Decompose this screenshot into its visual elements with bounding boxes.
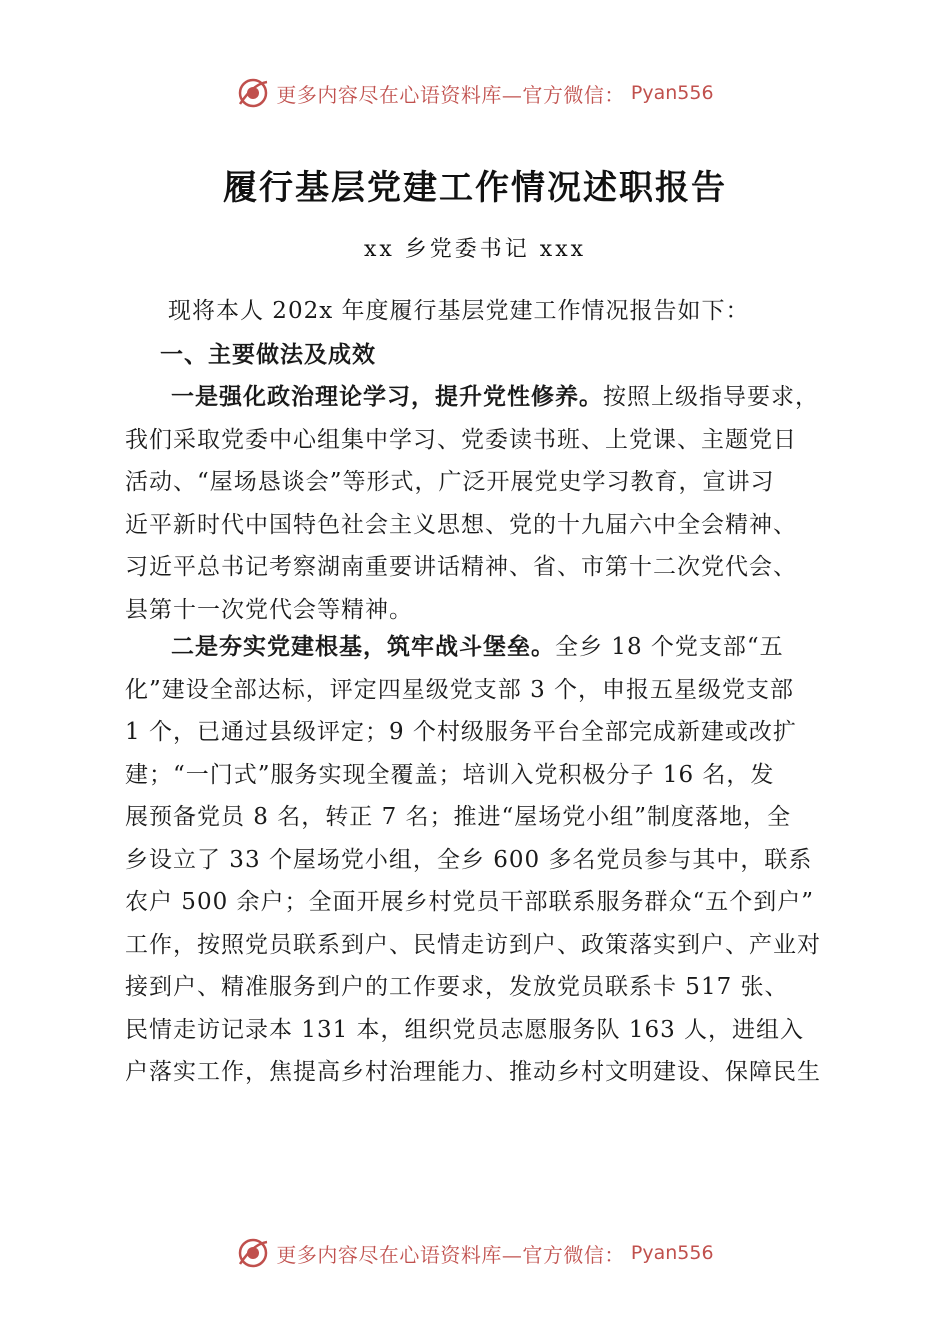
document-byline: xx 乡党委书记 xxx bbox=[363, 237, 587, 262]
paragraph-line: 户落实工作，焦提高乡村治理能力、推动乡村文明建设、保障民生 bbox=[125, 1059, 821, 1085]
paragraph-line: 展预备党员 8 名，转正 7 名；推进“屋场党小组”制度落地，全 bbox=[125, 804, 792, 830]
paragraph-line: 习近平总书记考察湖南重要讲话精神、省、市第十二次党代会、 bbox=[125, 554, 797, 580]
paragraph-line: 1 个，已通过县级评定；9 个村级服务平台全部完成新建或改扩 bbox=[125, 719, 797, 745]
watermark-handle: Pyan556 bbox=[630, 82, 714, 104]
watermark-text: 更多内容尽在心语资料库—官方微信： bbox=[276, 1242, 625, 1267]
intro-paragraph: 现将本人 202x 年度履行基层党建工作情况报告如下： bbox=[168, 298, 750, 324]
document-title: 履行基层党建工作情况述职报告 bbox=[223, 168, 727, 208]
paragraph-line: 县第十一次党代会等精神。 bbox=[125, 596, 413, 623]
paragraph-line-text: 按照上级指导要求， bbox=[603, 384, 819, 410]
paragraph-line: 民情走访记录本 131 本，组织党员志愿服务队 163 人，进组入 bbox=[125, 1016, 805, 1043]
paragraph-line: 近平新时代中国特色社会主义思想、党的十九届六中全会精神、 bbox=[125, 511, 797, 538]
section-heading: 一、主要做法及成效 bbox=[160, 342, 376, 368]
paragraph-1 bbox=[125, 376, 840, 631]
paragraph-line: 接到户、精准服务到户的工作要求，发放党员联系卡 517 张、 bbox=[125, 974, 789, 1000]
watermark-footer bbox=[0, 1236, 950, 1270]
paragraph-lead: 二是夯实党建根基，筑牢战斗堡垒。 bbox=[171, 633, 555, 660]
paragraph-line: 活动、“屋场恳谈会”等形式，广泛开展党史学习教育，宣讲习 bbox=[125, 469, 775, 495]
paragraph-line bbox=[125, 376, 840, 419]
logo-icon bbox=[236, 76, 270, 110]
paragraph-line-text: 全乡 18 个党支部“五 bbox=[555, 634, 784, 660]
logo-icon bbox=[236, 1236, 270, 1270]
paragraph-line: 乡设立了 33 个屋场党小组，全乡 600 多名党员参与其中，联系 bbox=[125, 846, 813, 873]
paragraph-lead: 一是强化政治理论学习，提升党性修养。 bbox=[171, 383, 603, 410]
paragraph-line: 我们采取党委中心组集中学习、党委读书班、上党课、主题党日 bbox=[125, 426, 797, 453]
paragraph-line: 建；“一门式”服务实现全覆盖；培训入党积极分子 16 名，发 bbox=[125, 761, 775, 788]
paragraph-line: 农户 500 余户；全面开展乡村党员干部联系服务群众“五个到户” bbox=[125, 889, 815, 915]
paragraph-line bbox=[125, 626, 840, 669]
watermark-text: 更多内容尽在心语资料库—官方微信： bbox=[276, 82, 625, 107]
watermark-header bbox=[0, 76, 950, 110]
watermark-handle: Pyan556 bbox=[630, 1242, 714, 1264]
paragraph-2 bbox=[125, 626, 840, 1094]
paragraph-line: 工作，按照党员联系到户、民情走访到户、政策落实到户、产业对 bbox=[125, 931, 821, 958]
paragraph-line: 化”建设全部达标，评定四星级党支部 3 个，申报五星级党支部 bbox=[125, 676, 795, 703]
